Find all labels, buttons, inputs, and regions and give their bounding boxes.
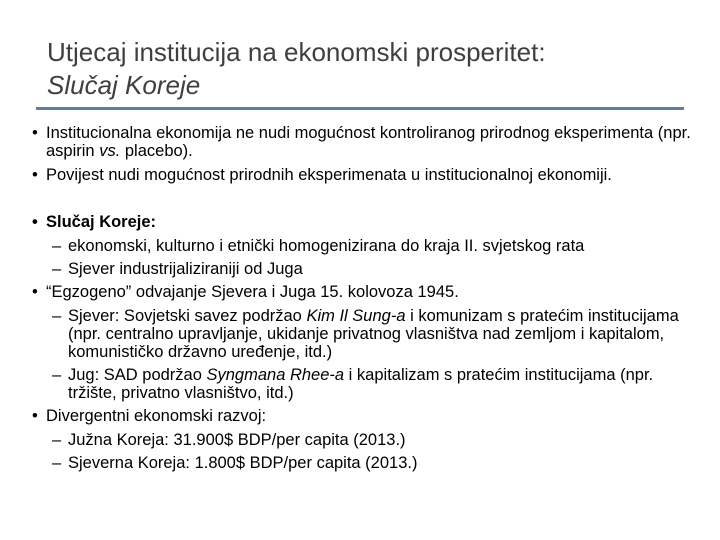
sub-bullet-text-end: i kapitalizam s pratećim institucijama (npr. tržište, privatno vlasništvo, itd.): [68, 366, 654, 402]
sub-bullet-north-korea-gdp: [30, 454, 700, 472]
sub-bullet-text: Jug: SAD podržao: [68, 366, 207, 384]
bullet-text: Povijest nudi mogućnost prirodnih eksperimenata u institucionalnoj ekonomiji.: [46, 166, 612, 184]
sub-bullet-text: Južna Koreja: 31.900$ BDP/per capita (2013.): [68, 431, 406, 449]
sub-bullet-south-korea-gdp: [30, 431, 700, 449]
sub-bullet-italic: Kim Il Sung-a: [306, 307, 406, 325]
bullet-text: “Egzogeno” odvajanje Sjevera i Juga 15. kolovoza 1945.: [46, 283, 459, 301]
sub-bullet-text: ekonomski, kulturno i etnički homogenizirana do kraja II. svjetskog rata: [68, 237, 585, 255]
dash: –: [52, 454, 62, 472]
sub-bullet-south: [30, 366, 700, 402]
slide-body: [30, 124, 700, 477]
dash: –: [52, 237, 62, 255]
sub-bullet-text-end: i komunizam s pratećim institucijama (npr. centralno upravljanje, ukidanje privatnog vlasništva nad zemljom i kapitalom, komunističko državno uređenje, itd.): [68, 307, 679, 361]
sub-bullet-north: [30, 307, 700, 361]
bullet-separation: [30, 283, 700, 301]
bullet-text: Institucionalna ekonomija ne nudi mogućnost kontroliranog prirodnog eksperimenta (npr. aspirin: [46, 124, 691, 160]
title-line-2: Slučaj Koreje: [47, 70, 201, 100]
sub-bullet-text: Sjever industrijaliziraniji od Juga: [68, 260, 303, 278]
sub-bullet-north-industrial: [30, 260, 700, 278]
dash: –: [52, 307, 62, 325]
dash: –: [52, 260, 62, 278]
sub-bullet-homogenized: [30, 237, 700, 255]
bullet-history: [30, 166, 700, 184]
dash: –: [52, 366, 62, 384]
sub-bullet-text: Sjever: Sovjetski savez podržao: [68, 307, 307, 325]
bullet-italic-text: vs.: [99, 142, 121, 160]
spacer: [30, 190, 700, 213]
bullet-text: Divergentni ekonomski razvoj:: [46, 407, 267, 425]
sub-bullet-text: Sjeverna Koreja: 1.800$ BDP/per capita (2013.): [68, 454, 418, 472]
title-line-1: Utjecaj institucija na ekonomski prosperitet:: [47, 37, 546, 67]
bullet-natural-experiment: [30, 124, 700, 160]
sub-bullet-italic: Syngmana Rhee-a: [206, 366, 345, 384]
bullet-divergent-development: [30, 407, 700, 425]
bullet-korea-case: [30, 213, 700, 231]
slide-title: [47, 36, 687, 102]
dash: –: [52, 431, 62, 449]
title-divider: [36, 107, 684, 110]
bullet-text: Slučaj Koreje:: [46, 213, 157, 231]
bullet-text-end: placebo).: [120, 142, 193, 160]
